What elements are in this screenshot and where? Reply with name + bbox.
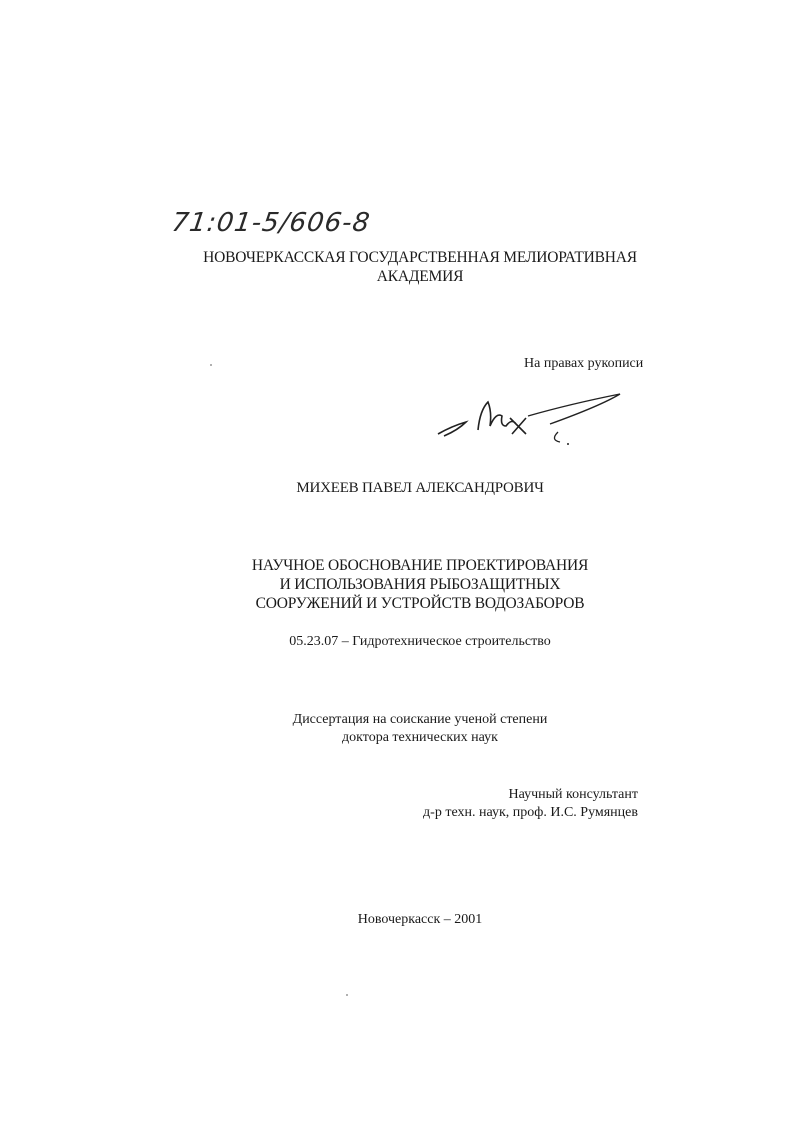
institution-name	[180, 248, 660, 286]
dissertation-title	[160, 556, 680, 613]
consultant-label: Научный консультант	[508, 787, 638, 802]
manuscript-rights-note: На правах рукописи	[524, 356, 644, 371]
scan-speck	[210, 364, 212, 366]
scientific-consultant	[400, 786, 638, 822]
degree-line-1: Диссертация на соискание ученой степени	[292, 712, 548, 727]
city-year: Новочеркасск – 2001	[357, 912, 483, 927]
handwritten-catalog-number: 71:01-5/606-8	[169, 208, 373, 238]
institution-line-2: АКАДЕМИЯ	[376, 268, 464, 285]
handwritten-signature	[430, 382, 630, 452]
consultant-name: д-р техн. наук, проф. И.С. Румянцев	[423, 805, 638, 820]
specialty-code: 05.23.07 – Гидротехническое строительство	[289, 634, 551, 649]
title-line-1: НАУЧНОЕ ОБОСНОВАНИЕ ПРОЕКТИРОВАНИЯ	[251, 557, 589, 574]
author-name: МИХЕЕВ ПАВЕЛ АЛЕКСАНДРОВИЧ	[296, 480, 544, 496]
title-line-3: СООРУЖЕНИЙ И УСТРОЙСТВ ВОДОЗАБОРОВ	[255, 595, 585, 612]
degree-statement	[160, 711, 680, 747]
scan-speck	[346, 994, 348, 996]
title-line-2: И ИСПОЛЬЗОВАНИЯ РЫБОЗАЩИТНЫХ	[279, 576, 561, 593]
institution-line-1: НОВОЧЕРКАССКАЯ ГОСУДАРСТВЕННАЯ МЕЛИОРАТИВНАЯ	[203, 249, 637, 266]
degree-line-2: доктора технических наук	[342, 730, 498, 745]
